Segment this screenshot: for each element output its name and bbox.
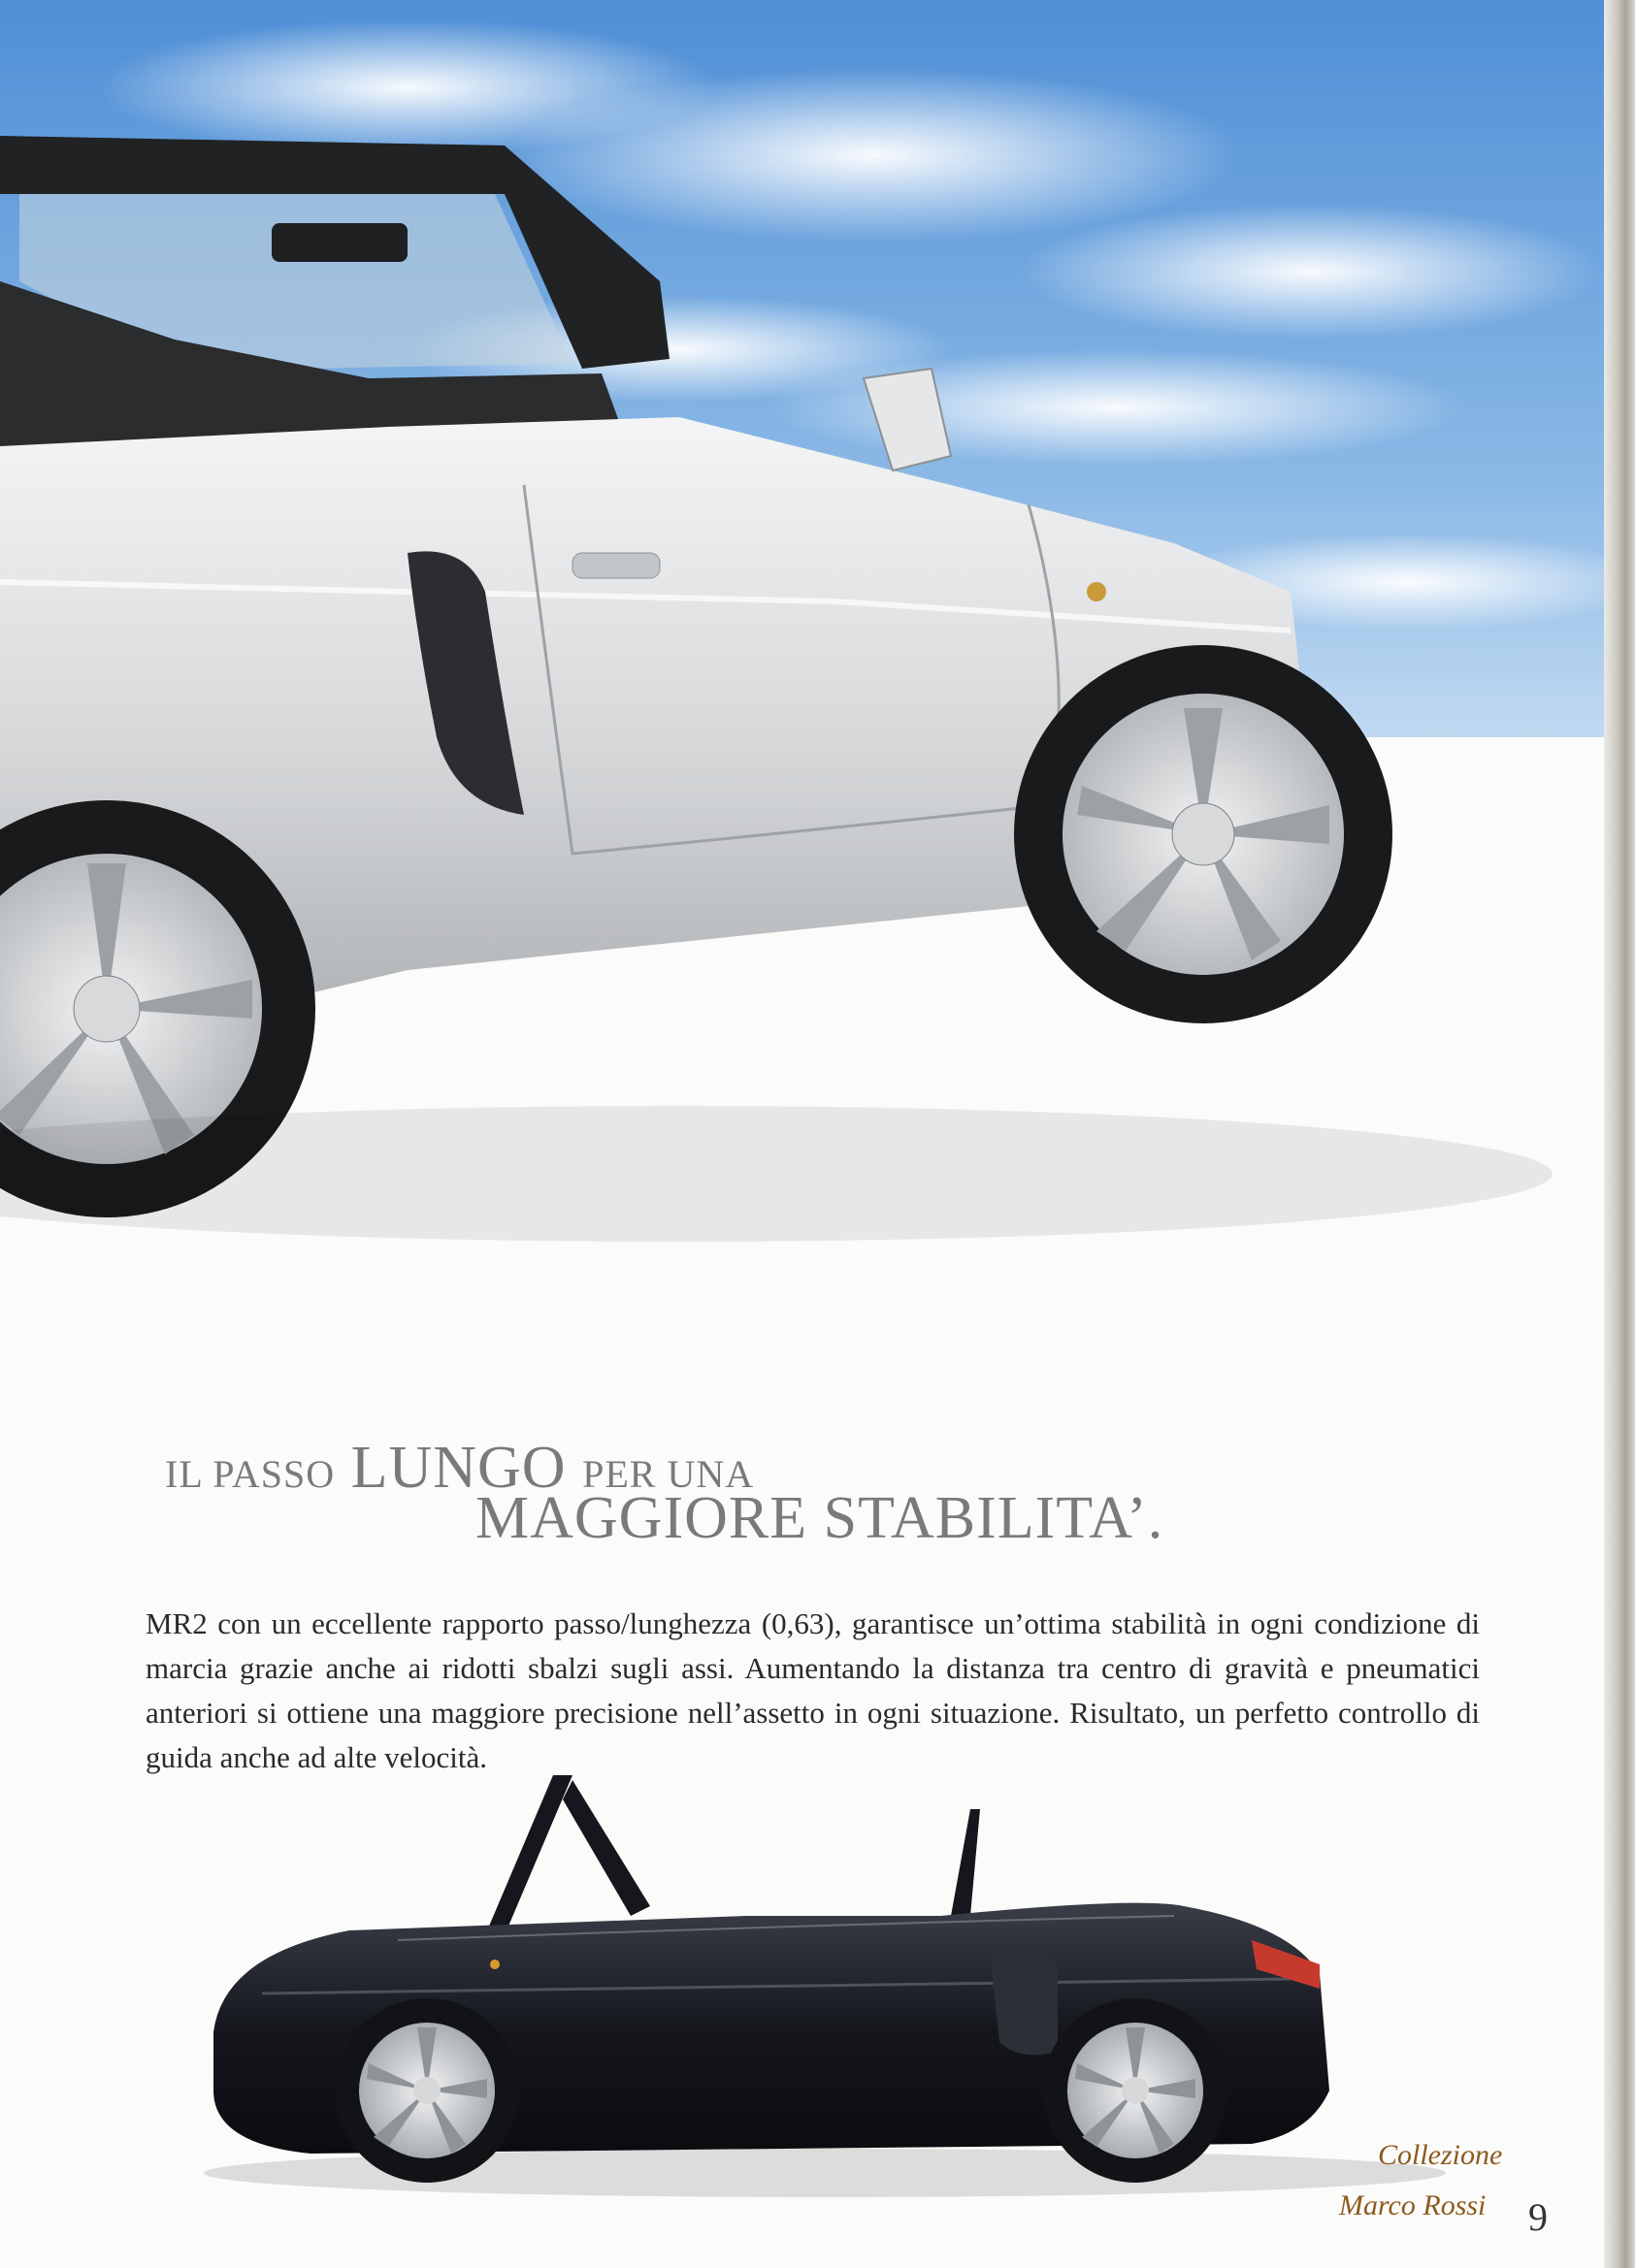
headline-lead: IL PASSO	[165, 1452, 336, 1496]
hero-car-image	[0, 136, 1611, 1280]
headline-connector: PER UNA	[582, 1452, 755, 1496]
body-paragraph: MR2 con un eccellente rapporto passo/lunghezza (0,63), garantisce un’ottima stabilità in ogni condizione di marcia grazie anche ai ridotti sbalzi sugli assi. Aumentando la distanza tra centro di gravità e pneumatici anteriori si ottiene una maggiore precisione nell’assetto in ogni situazione. Risultato, un perfetto controllo di guida anche ad alte velocità.	[146, 1606, 1480, 1774]
headline-emphasis: LUNGO	[350, 1435, 567, 1501]
side-car-image	[204, 1770, 1446, 2197]
page-binding-edge	[1604, 0, 1635, 2268]
page-number: 9	[1528, 2195, 1548, 2239]
watermark-line-2: Marco Rossi	[1339, 2189, 1487, 2221]
headline-line-2: MAGGIORE STABILITA’.	[475, 1485, 1164, 1551]
watermark-line-1: Collezione	[1378, 2139, 1503, 2171]
